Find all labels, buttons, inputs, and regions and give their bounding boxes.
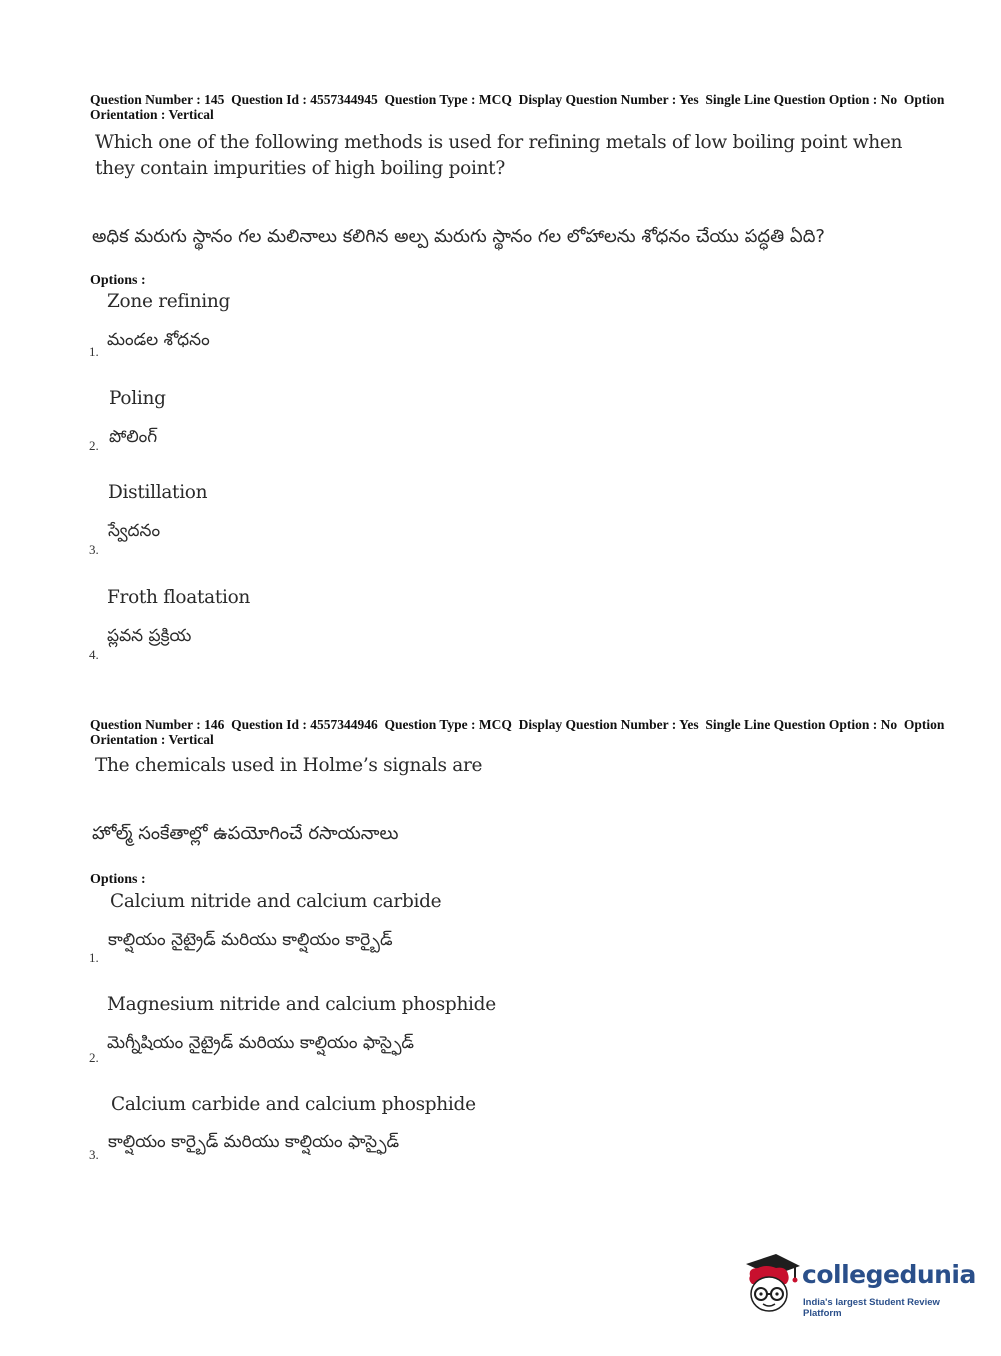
collegedunia-logo	[742, 1250, 976, 1320]
option-text-telugu: స్వేదనం	[108, 521, 161, 541]
option-text: Magnesium nitride and calcium phosphide	[107, 994, 496, 1015]
option-number: 3.	[89, 1147, 99, 1162]
question-text-telugu-145: అధిక మరుగు స్థానం గల మలినాలు కలిగిన అల్ప మరుగు స్థానం గల లోహాలను శోధనం చేయు పద్ధతి ఏది?	[92, 226, 825, 247]
option-text-telugu: ప్లవన ప్రక్రియ	[107, 626, 192, 646]
option-text: Poling	[109, 388, 166, 409]
option-text: Froth floatation	[107, 587, 251, 608]
question-text-telugu-146: హోల్మ్ సంకేతాల్లో ఉపయోగించే రసాయనాలు	[92, 823, 399, 844]
logo-tagline: India's largest Student Review Platform	[803, 1297, 940, 1319]
question-text-146: The chemicals used in Holme’s signals are	[95, 755, 483, 776]
options-label-145: Options :	[90, 273, 146, 288]
option-number: 3.	[89, 542, 99, 557]
option-text-telugu: కాల్షియం నైట్రైడ్ మరియు కాల్షియం కార్బైడ్	[108, 930, 393, 950]
option-text-telugu: మెగ్నీషియం నైట్రైడ్ మరియు కాల్షియం ఫాస్ఫైడ్	[107, 1033, 415, 1053]
option-text: Distillation	[108, 482, 208, 503]
option-number: 1.	[89, 950, 99, 965]
logo-wordmark: collegedunia	[802, 1260, 976, 1289]
option-text-telugu: పోలింగ్	[109, 427, 158, 447]
option-text-telugu: మండల శోధనం	[107, 330, 210, 350]
question-meta-145: Question Number : 145 Question Id : 4557344945 Question Type : MCQ Display Question Number : Yes Single Line Question Option : No Option Orientation : Vertical	[90, 92, 948, 122]
options-label-146: Options :	[90, 872, 146, 887]
option-text: Calcium nitride and calcium carbide	[110, 891, 442, 912]
option-number: 2.	[89, 1050, 99, 1065]
graduate-mascot-icon	[742, 1250, 802, 1316]
option-text: Calcium carbide and calcium phosphide	[111, 1094, 476, 1115]
option-number: 1.	[89, 344, 99, 359]
question-text-145: Which one of the following methods is used for refining metals of low boiling point when they contain impurities of high boiling point?	[95, 132, 903, 179]
option-number: 4.	[89, 647, 99, 662]
option-text: Zone refining	[107, 291, 230, 312]
question-meta-146: Question Number : 146 Question Id : 4557344946 Question Type : MCQ Display Question Number : Yes Single Line Question Option : No Option Orientation : Vertical	[90, 717, 948, 747]
option-text-telugu: కాల్షియం కార్బైడ్ మరియు కాల్షియం ఫాస్ఫైడ్	[108, 1132, 400, 1152]
option-number: 2.	[89, 438, 99, 453]
